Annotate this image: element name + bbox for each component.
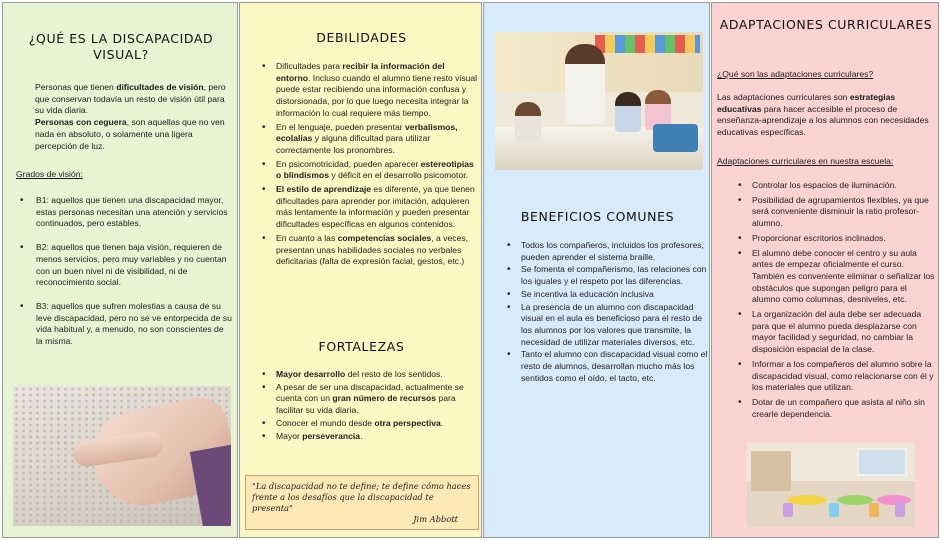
list-item: • En psicomotricidad, pueden aparecer estereotipias o blindismos y déficit en el desarrollo psicomotor. bbox=[260, 159, 480, 182]
adaptaciones-list bbox=[736, 180, 936, 423]
quote-author: Jim Abbott bbox=[413, 514, 458, 524]
fortalezas-title: FORTALEZAS bbox=[318, 339, 405, 354]
list-item: • Conocer el mundo desde otra perspectiva. bbox=[260, 418, 480, 430]
list-item: • La organización del aula debe ser adecuada para que el alumno pueda desplazarse con mayor facilidad y seguridad, no cambiar la disposición espacial de la clase. bbox=[736, 309, 936, 356]
list-item: • Se incentiva la educación inclusiva bbox=[505, 289, 708, 301]
list-item: • Tanto el alumno con discapacidad visual como el resto de alumnos, desarrollan mucho más los sentidos como el oído, el tacto, etc. bbox=[505, 349, 708, 384]
list-item: • Posibilidad de agrupamientos flexibles, ya que será conveniente disminuir la ratio profesor-alumno. bbox=[736, 195, 936, 230]
list-item: • Todos los compañeros, incluidos los profesores, pueden aprender el sistema braille. bbox=[505, 240, 708, 263]
list-item: • En el lenguaje, pueden presentar verbalismos, ecolalias y alguna dificultad para utilizar correctamente los pronombres. bbox=[260, 122, 480, 157]
quote-box bbox=[245, 475, 479, 530]
beneficios-list bbox=[505, 240, 708, 385]
beneficios-title: BENEFICIOS COMUNES bbox=[520, 209, 675, 224]
list-item: • El estilo de aprendizaje es diferente, ya que tienen dificultades para aprender por imitación, adquieren más lentamente la información y pueden presentar dificultades específicas en algunos contenidos. bbox=[260, 184, 480, 231]
list-item: • Mayor perseverancia. bbox=[260, 431, 480, 443]
subtitle: Adaptaciones curriculares en nuestra escuela: bbox=[717, 156, 894, 166]
grados-label: Grados de visión: bbox=[16, 169, 83, 179]
list-item: • Dificultades para recibir la información del entorno. Incluso cuando el alumno tiene resto visual puede estar recibiendo una información confusa y distorsionada, por lo que luego necesita integrar la información lo cual requiere más tiempo. bbox=[260, 61, 480, 120]
quote-text: "La discapacidad no te define; te define cómo haces frente a los desafíos que la discapacidad te presenta" bbox=[252, 481, 471, 513]
list-item: • B2: aquellos que tienen baja visión, requieren de menos servicios, pero muy variables y no cuentan con un buen nivel ni de visibilidad, ni de reconocimiento social. bbox=[18, 242, 232, 289]
panel-title: ¿QUÉ ES LA DISCAPACIDAD VISUAL? bbox=[28, 31, 214, 62]
list-item: • Controlar los espacios de iluminación. bbox=[736, 180, 936, 192]
definition-text: Las adaptaciones curriculares son estrategias educativas para hacer accesible el proceso de enseñanza-aprendizaje a los alumnos con necesidades educativas específicas. bbox=[717, 92, 929, 138]
list-item: • Proporcionar escritorios inclinados. bbox=[736, 233, 936, 245]
question-heading: ¿Qué son las adaptaciones curriculares? bbox=[717, 69, 874, 79]
adapted-classroom-photo bbox=[747, 443, 915, 527]
debilidades-title: DEBILIDADES bbox=[316, 30, 407, 45]
braille-reading-photo bbox=[13, 386, 231, 526]
list-item: • Se fomenta el compañerismo, las relaciones con los iguales y el respeto por las diferencias. bbox=[505, 264, 708, 287]
list-item: • B1: aquellos que tienen una discapacidad mayor, estas personas necesitan una atención y servicios continuados, pero estables. bbox=[18, 195, 232, 230]
grados-list bbox=[18, 195, 232, 360]
intro-text: Personas que tienen dificultades de visión, pero que conservan todavía un resto de visión útil para su vida diaria. Personas con ceguera, son aquellas que no ven nada en absoluto, o solamente una ligera percepción de luz. bbox=[35, 82, 226, 151]
list-item: • Informar a los compañeros del alumno sobre la discapacidad visual, como relacionarse con él y los materiales que utilizan. bbox=[736, 359, 936, 394]
list-item: • En cuanto a las competencias sociales, a veces, presentan unas habilidades sociales no verbales deficitarias (falta de expresión facial, gestos, etc.) bbox=[260, 233, 480, 268]
adaptaciones-title: ADAPTACIONES CURRICULARES bbox=[719, 17, 933, 32]
debilidades-list bbox=[260, 61, 480, 270]
list-item: • La presencia de un alumno con discapacidad visual en el aula es beneficioso para el resto de los alumnos por los valores que transmite, la necesidad de utilizar materiales diversos, etc. bbox=[505, 302, 708, 349]
fortalezas-list bbox=[260, 369, 480, 443]
panel-debilidades-fortalezas bbox=[239, 2, 482, 538]
list-item: • Mayor desarrollo del resto de los sentidos. bbox=[260, 369, 480, 381]
list-item: • Dotar de un compañero que asista al niño sin crearle dependencia. bbox=[736, 397, 936, 420]
list-item: • El alumno debe conocer el centro y su aula antes de empezar oficialmente el curso. También es conveniente eliminar o señalizar los obstáculos que supongan peligro para el alumno como columnas, desniveles, etc. bbox=[736, 248, 936, 307]
panel-discapacidad-visual bbox=[2, 2, 238, 538]
list-item: • B3: aquellos que sufren molestias a causa de su leve discapacidad, pero no se ve entorpecida de su vida habitual y, a menudo, no son conscientes de la misma. bbox=[18, 301, 232, 348]
panel-adaptaciones bbox=[711, 2, 939, 538]
list-item: • A pesar de ser una discapacidad, actualmente se cuenta con un gran número de recursos para facilitar su vida diaria. bbox=[260, 382, 480, 417]
panel-beneficios bbox=[483, 2, 710, 538]
classroom-photo bbox=[495, 32, 703, 170]
